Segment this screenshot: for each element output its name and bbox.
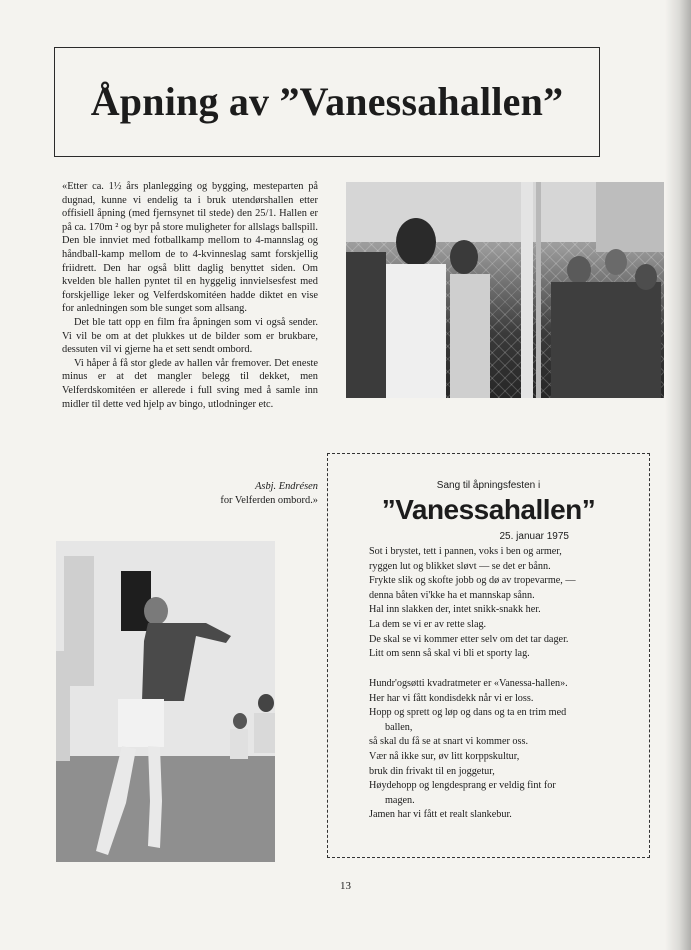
article-text — [62, 180, 318, 411]
photo-hall-illustration — [56, 541, 275, 862]
verse-line: La dem se vi er av rette slag. — [369, 618, 487, 630]
song-title: ”Vanessahallen” — [381, 494, 596, 525]
verse-line: Vær nå ikke sur, øv litt korppskultur, — [369, 750, 520, 762]
verse-line: Sot i brystet, tett i pannen, voks i ben og armer, — [369, 546, 562, 557]
page-edge-shadow — [665, 0, 691, 950]
song-verse-1 — [369, 545, 639, 662]
verse-line: magen. — [385, 794, 415, 806]
verse-line: ballen, — [385, 721, 413, 733]
verse-line: Høydehopp og lengdesprang er veldig fint for — [369, 780, 556, 792]
song-date: 25. januar 1975 — [499, 531, 569, 542]
verse-line: bruk din frivakt til en joggetur, — [369, 765, 495, 777]
song-intro: Sang til åpningsfesten i — [436, 480, 541, 491]
song-box — [327, 453, 650, 858]
verse-line: Hundr'ogsøtti kvadratmeter er «Vanessa-hallen». — [369, 678, 568, 689]
verse-line: Litt om senn så skal vi bli et sporty lag. — [369, 648, 530, 660]
article-paragraph: Vi håper å få stor glede av hallen vår fremover. Det eneste minus er at det mangler belegg til dekket, men Velferdskomitéen er allerede i full sving med å samle inn midler til dette ved hjelp av bingo, utlodninger etc. — [62, 357, 318, 410]
article-paragraph: Det ble tatt opp en film fra åpningen som vi også sender. Vi vil be om at det plukkes ut de bilder som er brukbare, dessuten vil vi gjerne ha et sett sendt ombord. — [62, 316, 318, 356]
song-verse-2 — [369, 677, 639, 823]
signature-name: Asbj. Endrésen — [255, 481, 318, 492]
verse-line: så skal du få se at snart vi kommer oss. — [369, 736, 529, 748]
title-box — [54, 47, 600, 157]
verse-line: Hopp og sprett og løp og dans og ta en trim med — [369, 707, 567, 719]
verse-line: Frykte slik og skofte jobb og dø av tropevarme, — — [369, 575, 576, 587]
verse-line: ryggen lut og blikket sløvt — se det er bånn. — [369, 560, 551, 572]
verse-line: Her har vi fått kondisdekk når vi er loss. — [369, 692, 534, 704]
verse-line: Hal inn slakken der, intet snikk-snakk her. — [369, 604, 541, 616]
article-signature — [196, 480, 318, 508]
verse-line: De skal se vi kommer etter selv om det tar dager. — [369, 633, 569, 645]
signature-role: for Velferden ombord.» — [220, 495, 318, 506]
page-number: 13 — [340, 880, 351, 892]
photo-crowd-at-fence — [346, 182, 664, 398]
photo-crowd-illustration — [346, 182, 664, 398]
verse-line: denna båten vi'kke ha et mannskap sånn. — [369, 589, 535, 601]
page-title: Åpning av ”Vanessahallen” — [90, 79, 564, 124]
verse-line: Jamen har vi fått et realt slankebur. — [369, 809, 512, 821]
article-paragraph: «Etter ca. 1½ års planlegging og bygging, mesteparten på dugnad, kunne vi endelig ta i bruk utendørshallen etter offisiell åpning (med fjernsynet til stede) den 25/1. Hallen er på ca. 170m ² og byr på store muligheter for allslags ballspill. Den ble innviet med fotballkamp mellom to 4-mannslag og håndball-kamp mellom de to 4-kvinneslag samt forskjellig friidrett. Den har også blitt daglig benyttet siden. Om kvelden ble hallen pyntet til en hyggelig innvielsesfest med forskjellige leker og Velferdskomitéen hadde diktet en vise for anledningen som ble sunget som allsang. — [62, 181, 318, 315]
photo-woman-throwing-ball — [56, 541, 275, 862]
